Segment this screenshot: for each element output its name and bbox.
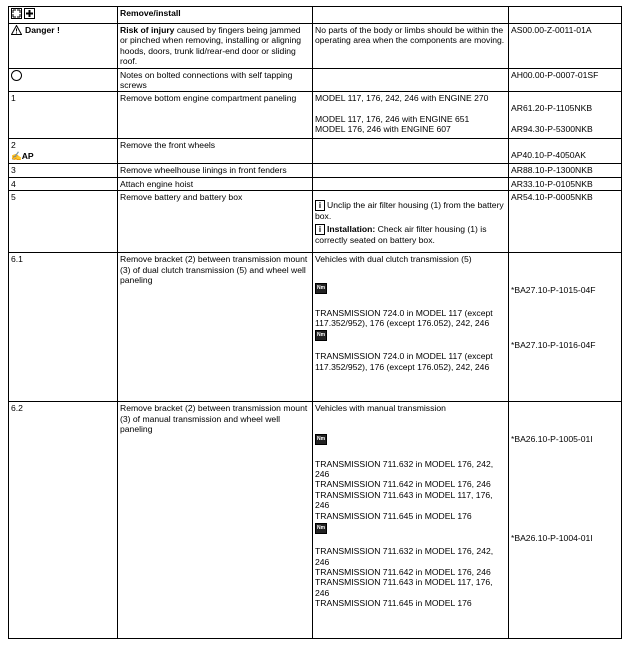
step-ref[interactable]: *BA27.10-P-1016-04F: [511, 339, 596, 350]
step-description: Remove bottom engine compartment paneling: [118, 92, 313, 139]
step-condition: TRANSMISSION 711.643 in MODEL 117, 176, 246: [315, 577, 493, 598]
step-condition: TRANSMISSION 711.632 in MODEL 176, 242, 246: [315, 546, 494, 567]
step-condition: MODEL 117, 176, 242, 246 with ENGINE 270: [315, 93, 489, 104]
danger-ref[interactable]: AS00.00-Z-0011-01A: [509, 24, 622, 69]
step-condition: TRANSMISSION 711.642 in MODEL 176, 246: [315, 479, 491, 490]
torque-icon: Nm: [315, 434, 327, 445]
step-condition: TRANSMISSION 711.642 in MODEL 176, 246: [315, 566, 491, 577]
step-number: 6.1: [9, 253, 118, 402]
step-number: 3: [9, 164, 118, 177]
step-condition: TRANSMISSION 711.632 in MODEL 176, 242, 246: [315, 458, 494, 480]
step-ref[interactable]: *BA27.10-P-1015-04F: [511, 285, 596, 296]
step-number: 2: [11, 140, 16, 151]
step-number: 1: [9, 92, 118, 139]
step-condition: TRANSMISSION 724.0 in MODEL 117 (except 117.352/952), 176 (except 176.052), 242, 246: [315, 351, 493, 372]
step-condition: TRANSMISSION 711.645 in MODEL 176: [315, 510, 472, 521]
torque-icon: Nm: [315, 523, 327, 534]
step-ref[interactable]: *BA26.10-P-1004-01I: [511, 532, 593, 543]
step-condition: MODEL 117, 176, 246 with ENGINE 651: [315, 113, 470, 124]
step-ref[interactable]: AP40.10-P-4050AK: [511, 150, 587, 161]
danger-label: Danger !: [25, 25, 60, 35]
torque-icon: Nm: [315, 330, 327, 341]
step-number: 5: [9, 191, 118, 253]
step-condition: TRANSMISSION 711.643 in MODEL 117, 176, 246: [315, 489, 493, 511]
info-icon: i: [315, 200, 325, 211]
step-ref[interactable]: AR33.10-P-0105NKB: [509, 177, 622, 190]
ap-label: AP: [21, 150, 34, 161]
header-title: Remove/install: [118, 7, 313, 24]
step-number: 6.2: [9, 402, 118, 639]
note-clock-icon: [11, 70, 22, 81]
step-condition: TRANSMISSION 711.645 in MODEL 176: [315, 598, 472, 609]
step-description: Remove battery and battery box: [118, 191, 313, 253]
step-description: Remove wheelhouse linings in front fenders: [118, 164, 313, 177]
step-condition: MODEL 176, 246 with ENGINE 607: [315, 124, 451, 135]
step-ref[interactable]: AR88.10-P-1300NKB: [509, 164, 622, 177]
header-icons: [9, 7, 118, 24]
condition-head: Vehicles with dual clutch transmission (5): [315, 254, 472, 265]
procedure-table: [8, 6, 622, 639]
step-ref[interactable]: AR61.20-P-1105NKB: [511, 103, 593, 114]
step-ref[interactable]: AR94.30-P-5300NKB: [511, 123, 593, 134]
expand-icon: [11, 8, 22, 19]
step-description: Remove the front wheels: [118, 139, 313, 164]
step-description: Remove bracket (2) between transmission mount (3) of dual clutch transmission (5) and wheel well paneling: [118, 253, 313, 402]
step-ref[interactable]: AR54.10-P-0005NKB: [509, 191, 622, 253]
risk-text: caused by fingers being jammed or pinched when removing, installing or aligning hoods, doors, trunk lid/rear-end door or sliding roof.: [120, 25, 302, 67]
collapse-icon: [24, 8, 35, 19]
info-text: Check air filter housing (1) is correctly seated on battery box.: [315, 223, 487, 245]
note-ref[interactable]: AH00.00-P-0007-01SF: [509, 68, 622, 92]
torque-icon: Nm: [315, 283, 327, 294]
install-label: Installation:: [327, 223, 376, 234]
warning-triangle-icon: [11, 25, 22, 37]
step-number: 4: [9, 177, 118, 190]
ap-icon: ✍: [11, 150, 22, 161]
step-description: Attach engine hoist: [118, 177, 313, 190]
step-description: Remove bracket (2) between transmission mount (3) of manual transmission and wheel well paneling: [118, 402, 313, 639]
risk-title: Risk of injury: [120, 25, 175, 35]
info-icon: i: [315, 224, 325, 235]
condition-head: Vehicles with manual transmission: [315, 403, 446, 414]
step-ref[interactable]: *BA26.10-P-1005-01I: [511, 434, 593, 445]
info-text: Unclip the air filter housing (1) from the battery box.: [315, 200, 504, 222]
step-condition: TRANSMISSION 724.0 in MODEL 117 (except 117.352/952), 176 (except 176.052), 242, 246: [315, 307, 493, 329]
note-text: Notes on bolted connections with self tapping screws: [118, 68, 313, 92]
danger-measure: No parts of the body or limbs should be within the operating area when the components are moving.: [313, 24, 509, 69]
